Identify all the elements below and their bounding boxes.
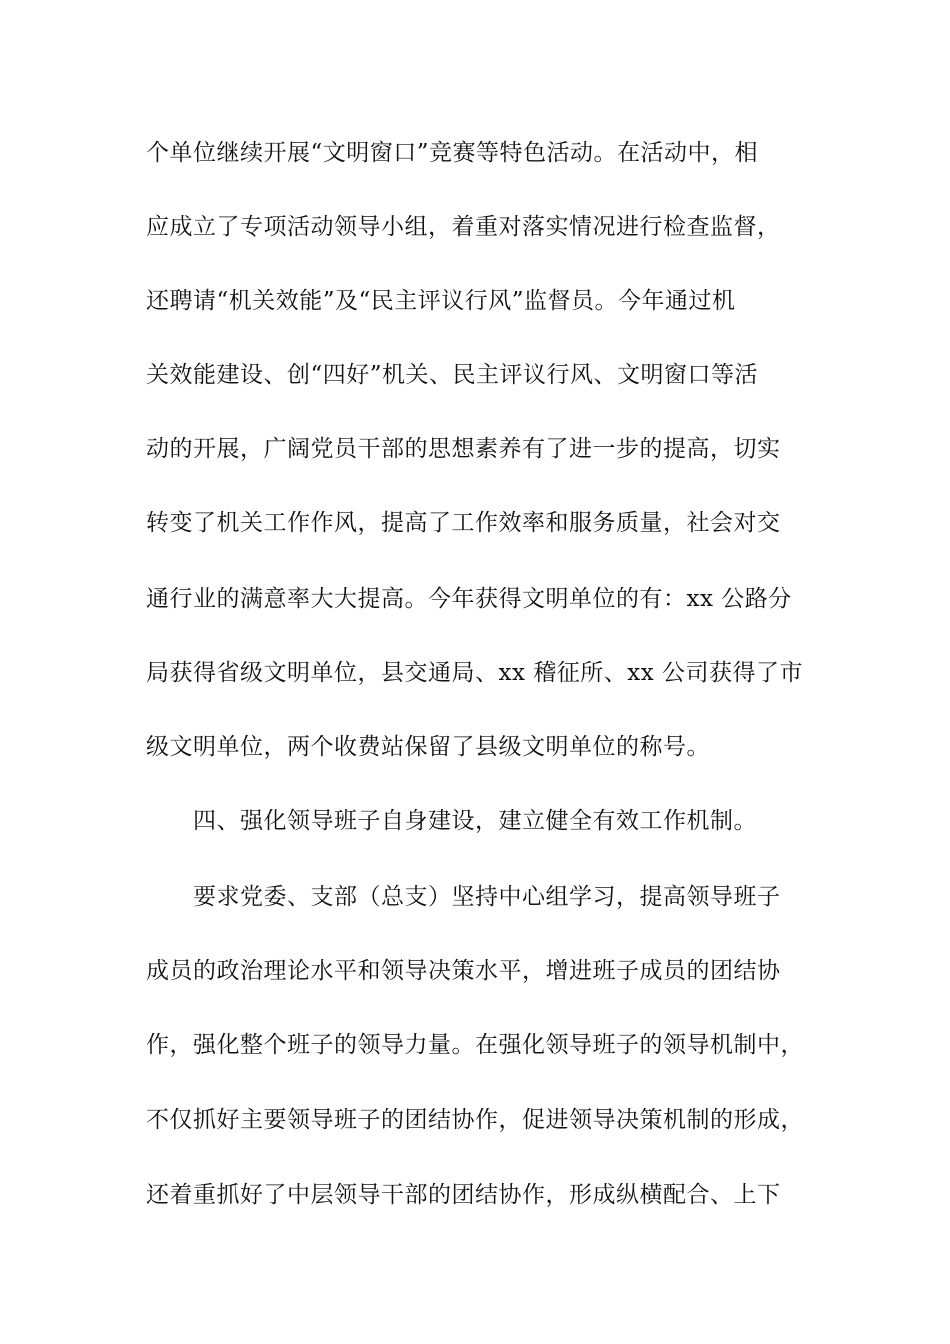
paragraph-line: 通行业的满意率大大提高。今年获得文明单位的有：xx 公路分	[146, 586, 792, 612]
paragraph-line: 关效能建设、创“四好”机关、民主评议行风、文明窗口等活	[146, 362, 759, 388]
paragraph-line: 不仅抓好主要领导班子的团结协作，促进领导决策机制的形成，	[146, 1107, 804, 1133]
paragraph-line: 局获得省级文明单位，县交通局、xx 稽征所、xx 公司获得了市	[146, 660, 804, 686]
paragraph-line: 转变了机关工作作风，提高了工作效率和服务质量，社会对交	[146, 510, 781, 536]
paragraph-line: 要求党委、支部（总支）坚持中心组学习，提高领导班子	[193, 884, 781, 910]
paragraph-line: 应成立了专项活动领导小组，着重对落实情况进行检查监督，	[146, 214, 781, 240]
paragraph-line: 还聘请“机关效能”及“民主评议行风”监督员。今年通过机	[146, 288, 736, 314]
paragraph-line: 成员的政治理论水平和领导决策水平，增进班子成员的团结协	[146, 958, 781, 984]
paragraph-line: 级文明单位，两个收费站保留了县级文明单位的称号。	[146, 734, 710, 760]
paragraph-line: 还着重抓好了中层领导干部的团结协作，形成纵横配合、上下	[146, 1182, 781, 1208]
section-heading: 四、强化领导班子自身建设，建立健全有效工作机制。	[193, 808, 757, 834]
paragraph-line: 个单位继续开展“文明窗口”竞赛等特色活动。在活动中，相	[146, 140, 759, 166]
paragraph-line: 动的开展，广阔党员干部的思想素养有了进一步的提高，切实	[146, 436, 781, 462]
paragraph-line: 作，强化整个班子的领导力量。在强化领导班子的领导机制中，	[146, 1032, 804, 1058]
